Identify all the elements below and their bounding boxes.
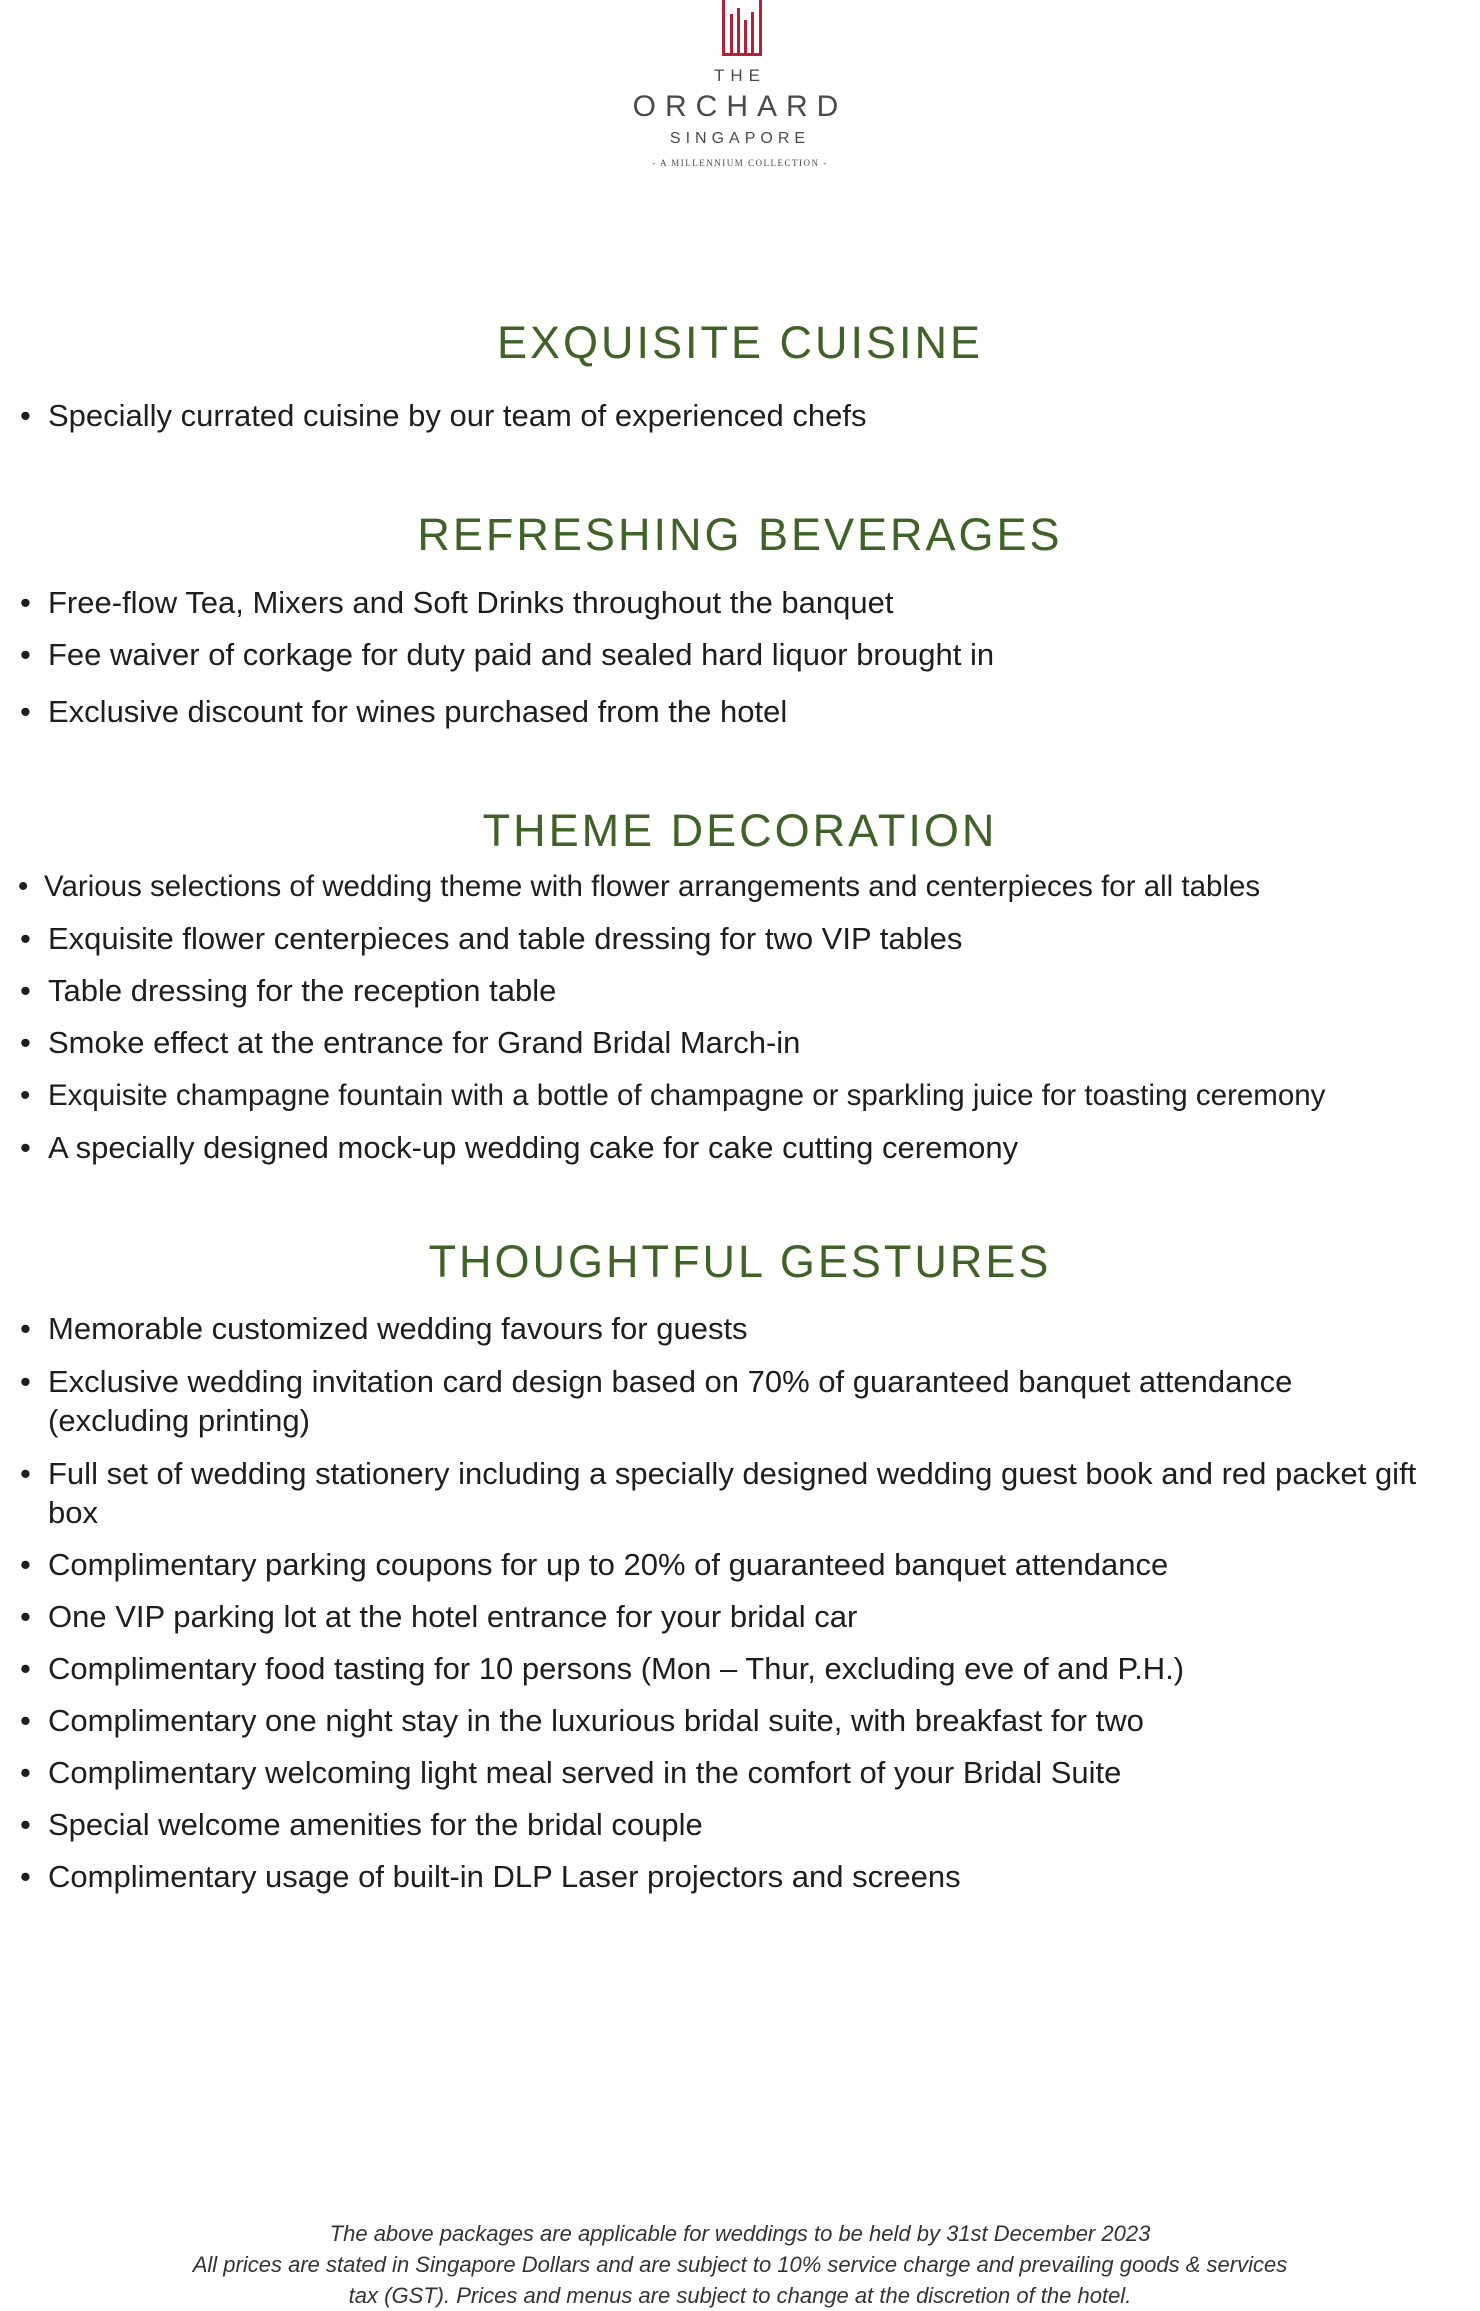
list-item-text: Complimentary welcoming light meal served in the comfort of your Bridal Suite — [48, 1755, 1122, 1790]
logo-name: ORCHARD — [632, 90, 848, 123]
bullet: • — [20, 637, 31, 672]
bullet: • — [20, 398, 31, 433]
list-item-text: Memorable customized wedding favours for guests — [48, 1311, 748, 1346]
list-item-text: Table dressing for the reception table — [48, 973, 557, 1008]
section-heading-cuisine: EXQUISITE CUISINE — [496, 317, 984, 368]
section-heading-gestures: THOUGHTFUL GESTURES — [428, 1236, 1052, 1287]
section-heading-decoration: THEME DECORATION — [482, 805, 998, 856]
terms-footer — [0, 2218, 1480, 2311]
list-item — [20, 692, 1470, 731]
logo-city: SINGAPORE — [669, 130, 811, 147]
list-item-text: Exclusive wedding invitation card design based on 70% of guaranteed banquet attendance (excluding printing) — [48, 1364, 1293, 1438]
list-item — [20, 1023, 1470, 1062]
logo-the: THE — [714, 66, 766, 85]
bullet: • — [20, 1599, 31, 1634]
list-item-text: Special welcome amenities for the bridal couple — [48, 1807, 703, 1842]
list-item — [20, 1753, 1470, 1792]
list-item-text: Exclusive discount for wines purchased from the hotel — [48, 694, 788, 729]
list-item — [20, 1454, 1470, 1532]
list-item — [20, 1362, 1470, 1440]
list-item-text: Exquisite champagne fountain with a bottle of champagne or sparkling juice for toasting ceremony — [48, 1079, 1326, 1112]
list-item-text: Full set of wedding stationery including a specially designed wedding guest book and red packet gift box — [48, 1456, 1417, 1530]
bullet: • — [20, 1547, 31, 1582]
list-item — [20, 583, 1470, 622]
list-item — [18, 867, 1468, 906]
footer-line: All prices are stated in Singapore Dollars and are subject to 10% service charge and prevailing goods & services — [192, 2252, 1288, 2277]
list-item — [20, 1649, 1470, 1688]
bullet: • — [20, 921, 31, 956]
list-item-text: Complimentary parking coupons for up to 20% of guaranteed banquet attendance — [48, 1547, 1169, 1582]
bullet: • — [20, 973, 31, 1008]
section-heading-beverages: REFRESHING BEVERAGES — [417, 509, 1063, 560]
bullet: • — [20, 1755, 31, 1790]
list-item — [20, 1076, 1470, 1115]
bullet: • — [20, 1807, 31, 1842]
list-item-text: Complimentary food tasting for 10 persons (Mon – Thur, excluding eve of and P.H.) — [48, 1651, 1185, 1686]
footer-line: tax (GST). Prices and menus are subject to change at the discretion of the hotel. — [348, 2283, 1132, 2308]
list-item-text: Free-flow Tea, Mixers and Soft Drinks throughout the banquet — [48, 585, 894, 620]
list-item — [20, 1857, 1470, 1896]
list-item-text: Various selections of wedding theme with flower arrangements and centerpieces for all tables — [44, 870, 1261, 903]
logo-collection: - A MILLENNIUM COLLECTION - — [652, 158, 828, 168]
list-item — [20, 1309, 1470, 1348]
list-item — [20, 1805, 1470, 1844]
bullet: • — [20, 694, 31, 729]
bullet: • — [18, 870, 29, 903]
bullet: • — [20, 1456, 31, 1491]
bullet: • — [20, 585, 31, 620]
list-item-text: Specially currated cuisine by our team of experienced chefs — [48, 398, 867, 433]
list-item-text: Complimentary one night stay in the luxurious bridal suite, with breakfast for two — [48, 1703, 1144, 1738]
list-item — [20, 1597, 1470, 1636]
list-item — [20, 919, 1470, 958]
list-item — [20, 396, 1470, 435]
list-item — [20, 1128, 1470, 1167]
list-item-text: One VIP parking lot at the hotel entrance for your bridal car — [48, 1599, 858, 1634]
bullet: • — [20, 1703, 31, 1738]
footer-line: The above packages are applicable for weddings to be held by 31st December 2023 — [329, 2221, 1151, 2246]
list-item — [20, 635, 1470, 674]
list-item-text: Complimentary usage of built-in DLP Laser projectors and screens — [48, 1859, 961, 1894]
list-item — [20, 971, 1470, 1010]
list-item-text: Smoke effect at the entrance for Grand Bridal March-in — [48, 1025, 801, 1060]
list-item — [20, 1701, 1470, 1740]
bullet: • — [20, 1079, 31, 1112]
bullet: • — [20, 1364, 31, 1399]
list-item-text: Fee waiver of corkage for duty paid and sealed hard liquor brought in — [48, 637, 995, 672]
bullet: • — [20, 1651, 31, 1686]
list-item-text: A specially designed mock-up wedding cake for cake cutting ceremony — [48, 1130, 1019, 1165]
list-item-text: Exquisite flower centerpieces and table dressing for two VIP tables — [48, 921, 963, 956]
list-item — [20, 1545, 1470, 1584]
bullet: • — [20, 1311, 31, 1346]
bullet: • — [20, 1130, 31, 1165]
bullet: • — [20, 1859, 31, 1894]
bullet: • — [20, 1025, 31, 1060]
orchard-logo-mark-icon — [722, 0, 762, 56]
